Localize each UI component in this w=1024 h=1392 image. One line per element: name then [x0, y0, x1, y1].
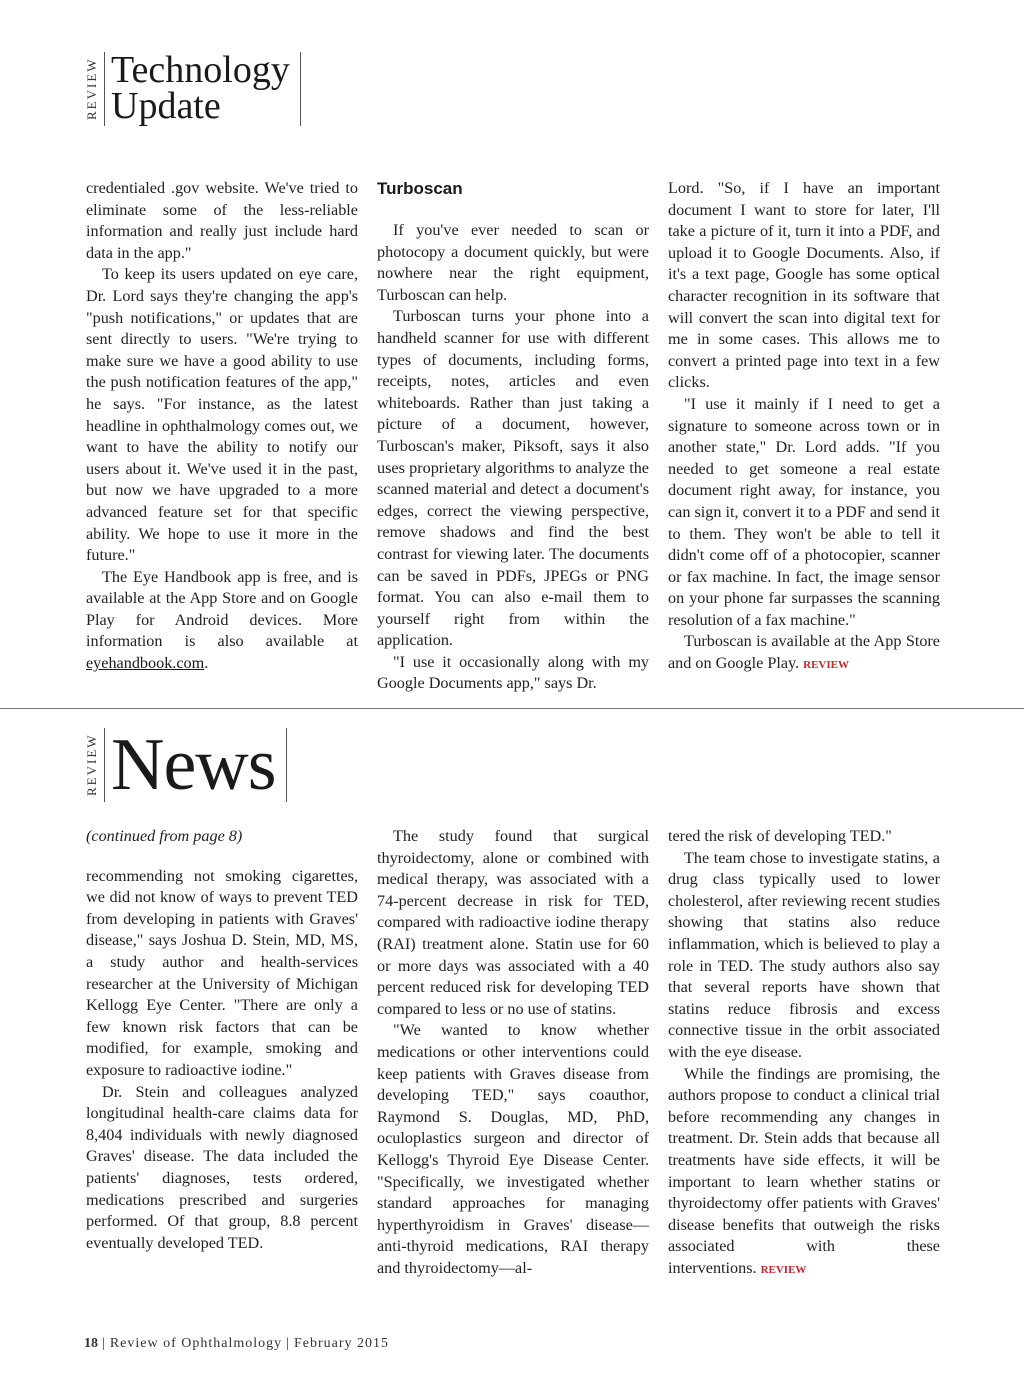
paragraph: To keep its users updated on eye care, Dr. Lord says they're changing the app's "push notifications," or updates that are sent directly to users. "We're trying to make sure we have a good ability to use the push notification features of the app," he says. "For instance, as the latest headline in ophthalmology comes out, we want to have the ability to notify our users about it. We've used it in the past, but now we have upgraded to a more advanced feature set for that specific ability. We hope to use it more in the future."	[86, 265, 358, 565]
paragraph-end: .	[204, 654, 209, 673]
tech-column-3	[668, 178, 940, 677]
paragraph: Turboscan turns your phone into a handheld scanner for use with different types of documents, including forms, receipts, notes, articles and even whiteboards. Rather than just taking a picture of a document, however, Turboscan's maker, Piksoft, says it also uses proprietary algorithms to analyze the scanned material and detect a document's edges, correct the viewing perspective, remove shadows and find the best contrast for viewing later. The documents can be saved in PDFs, JPEGs or PNG format. You can also e-mail them to yourself right from within the application.	[377, 307, 649, 650]
tech-section-header	[84, 49, 301, 127]
footer-separator: |	[102, 1336, 106, 1351]
paragraph: recommending not smoking cigarettes, we did not know of ways to prevent TED from developing in patients with Graves' disease," says Joshua D. Stein, MD, MS, a study author and health-services researcher at the University of Michigan Kellogg Eye Center. "There are only a few known risk factors that can be modified, for example, smoking and exposure to radioactive iodine."	[86, 866, 358, 1079]
publication-name: Review of Ophthalmology	[109, 1336, 283, 1351]
paragraph: "I use it mainly if I need to get a signature to someone across town or in another state," Dr. Lord adds. "If you needed to get someone a real estate document right away, for instance, you can sign it, convert it to a PDF and send it to them. They won't be able to tell it didn't come off of a photocopier, scanner or fax machine. In fact, the image sensor on your phone far surpasses the scanning resolution of a fax machine."	[668, 394, 941, 629]
eyehandbook-link[interactable]: eyehandbook.com	[86, 654, 205, 673]
review-end-tag: REVIEW	[760, 1263, 807, 1276]
title-line-2: Update	[111, 85, 221, 127]
news-column-2	[377, 826, 649, 1279]
section-title: News	[111, 728, 287, 802]
paragraph-text: While the findings are promising, the authors propose to conduct a clinical trial before recommending any changes in treatment. Dr. Stein adds that because all treatments have side effects, it will be important to learn whether statins or thyroidectomy offer patients with Graves' disease benefits that outweigh the risks associated with these interventions.	[668, 1064, 940, 1277]
review-vertical-label: REVIEW	[84, 728, 105, 802]
paragraph: "I use it occasionally along with my Google Documents app," says Dr.	[377, 652, 649, 693]
paragraph: tered the risk of developing TED."	[668, 827, 892, 845]
paragraph	[668, 631, 940, 676]
paragraph-text: Turboscan is available at the App Store and on Google Play.	[668, 632, 940, 673]
paragraph: The study found that surgical thyroidectomy, alone or combined with medical therapy, was associated with a 74-percent decrease in risk for TED, compared with radioactive iodine therapy (RAI) treatment alone. Statin use for 60 or more days was associated with a 40 percent reduced risk for developing TED compared to less or no use of statins.	[377, 827, 649, 1018]
section-divider	[0, 708, 1024, 709]
paragraph: Lord. "So, if I have an important document I want to store for later, I'll take a picture of it, turn it into a PDF, and upload it to Google Documents. Also, if it's a text page, Google has some optical character recognition in its software that will convert the scan into digital text for me in some cases. This allows me to convert a printed page into text in a few clicks.	[668, 179, 940, 392]
news-section-header	[84, 724, 287, 806]
page-footer	[84, 1336, 389, 1352]
tech-column-1	[86, 178, 358, 675]
section-title	[111, 49, 301, 127]
paragraph: The team chose to investigate statins, a drug class typically used to lower cholesterol, after reviewing recent studies showing that statins also reduce inflammation, which is believed to play a role in TED. The study authors also say that several reports have shown that statins reduce fibrosis and excess connective tissue in the orbit associated with the eye disease.	[668, 848, 940, 1061]
paragraph	[86, 567, 358, 675]
review-end-tag: REVIEW	[803, 659, 849, 672]
paragraph: "We wanted to know whether medications or other interventions could keep patients with Graves disease from developing TED," says coauthor, Raymond S. Douglas, MD, PhD, oculoplastics surgeon and director of Kellogg's Thyroid Eye Disease Center. "Specifically, we investigated whether standard approaches for managing hyperthyroidism in Graves' disease—anti-thyroid medications, RAI therapy and thyroidectomy—al-	[377, 1021, 649, 1277]
continued-note: (continued from page 8)	[86, 827, 243, 845]
review-vertical-label: REVIEW	[84, 52, 105, 126]
title-line-1: Technology	[111, 49, 290, 91]
news-column-1	[86, 826, 358, 1254]
turboscan-subhead: Turboscan	[377, 179, 463, 198]
page-number: 18	[84, 1336, 98, 1351]
footer-separator: |	[286, 1336, 290, 1351]
paragraph: Dr. Stein and colleagues analyzed longitudinal health-care claims data for 8,404 individuals with newly diagnosed Graves' disease. The data included the patients' diagnoses, tests ordered, medications prescribed and surgeries performed. Of that group, 8.8 percent eventually developed TED.	[86, 1082, 358, 1252]
news-column-3	[668, 826, 940, 1281]
paragraph: If you've ever needed to scan or photocopy a document quickly, but were nowhere near the right equipment, Turboscan can help.	[377, 221, 649, 304]
paragraph-text: The Eye Handbook app is free, and is available at the App Store and on Google Play for Android devices. More information is also available at	[86, 567, 358, 651]
paragraph: credentialed .gov website. We've tried to eliminate some of the less-reliable information and really just include hard data in the app."	[86, 179, 358, 262]
tech-column-2	[377, 178, 649, 695]
issue-date: February 2015	[293, 1336, 389, 1351]
paragraph	[668, 1064, 940, 1282]
